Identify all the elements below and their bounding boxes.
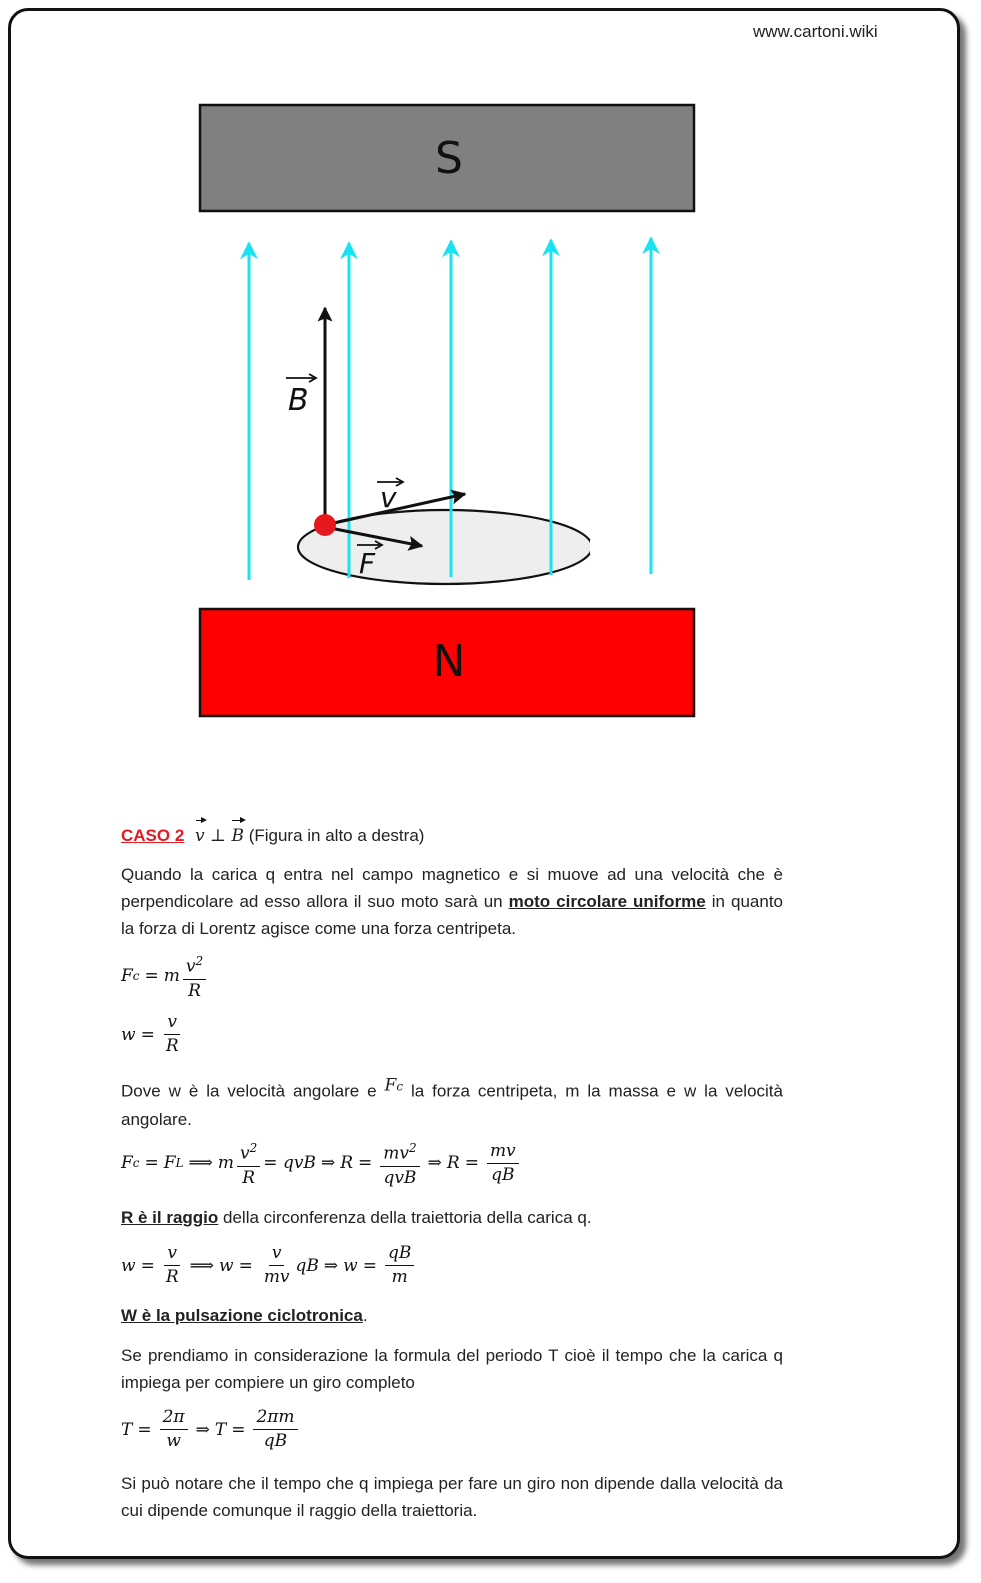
eq1-lhs-sub: c — [132, 969, 140, 984]
charge-dot — [314, 514, 336, 536]
p2-after: la forza centripeta, m la massa e w la velocità angolare. — [121, 1081, 783, 1129]
p4-after: . — [362, 1306, 368, 1325]
p2-fc — [384, 1075, 404, 1102]
eq5-t1: T — [121, 1419, 133, 1440]
paragraph-intro-text: Quando la carica q entra nel campo magnetico e si muove ad una velocità che è perpendicolare ad esso allora il suo moto sarà un — [121, 865, 783, 911]
p2-f-sub: c — [396, 1079, 404, 1093]
equation-period — [121, 1408, 301, 1451]
caso-vectors — [195, 826, 244, 846]
pulsazione-bold: W è la pulsazione ciclotronica — [121, 1306, 363, 1325]
eq3-qvb: = qvB — [263, 1153, 316, 1174]
paragraph-definitions — [121, 1072, 783, 1133]
r-raggio-bold: R è il raggio — [121, 1208, 219, 1227]
caso-perp: ⊥ — [210, 826, 227, 846]
paragraph-intro-end: in quanto la forza di Lorentz agisce come una forza centripeta. — [121, 892, 783, 938]
eq4-w1: w — [121, 1255, 136, 1276]
caso-b: B — [231, 823, 244, 850]
equation-radius — [121, 1139, 522, 1188]
p2-f: F — [384, 1075, 397, 1095]
v-vector-label: v — [380, 481, 397, 514]
eq1-lhs: F — [121, 966, 133, 987]
eq5-arrow: ⇒ — [195, 1419, 210, 1440]
eq3-eq3: = — [464, 1153, 479, 1174]
north-pole-label: N — [432, 636, 466, 687]
eq3-fc-sub: c — [132, 1156, 140, 1171]
eq1-equals: = — [144, 966, 159, 987]
eq3-f3-num: mv — [487, 1142, 519, 1164]
eq4-fraction-3 — [385, 1244, 414, 1287]
eq3-r2: R — [446, 1153, 460, 1174]
eq4-w3: w — [343, 1255, 358, 1276]
eq3-f1-sup: 2 — [249, 1141, 258, 1155]
caso-label: CASO 2 — [121, 826, 185, 845]
eq1-num-sup: 2 — [195, 954, 204, 968]
caso-heading — [121, 822, 783, 850]
eq5-f2-num: 2πm — [253, 1408, 297, 1430]
eq4-fraction-2 — [261, 1244, 293, 1287]
caso-v: v — [195, 823, 205, 850]
eq5-f1-den: w — [166, 1431, 181, 1451]
eq3-fc: F — [121, 1153, 133, 1174]
eq3-eq1: = — [144, 1153, 159, 1174]
eq3-r1: R — [340, 1153, 353, 1174]
paragraph-conclusion: Si può notare che il tempo che q impiega per fare un giro non dipende dalla velocità da cui dipende comunque il raggio della traiettoria. — [121, 1474, 783, 1520]
eq2-equals: = — [140, 1024, 155, 1045]
eq2-lhs: w — [121, 1024, 136, 1045]
site-url[interactable]: www.cartoni.wiki — [753, 22, 878, 41]
eq5-eq2: = — [231, 1419, 246, 1440]
eq3-f2-sup: 2 — [408, 1141, 417, 1155]
paragraph-period: Se prendiamo in considerazione la formula del periodo T cioè il tempo che la carica q impiega per compiere un giro completo — [121, 1346, 783, 1392]
equation-angular-velocity — [121, 1013, 185, 1056]
eq3-fraction-1 — [237, 1139, 260, 1188]
eq4-f3-den: m — [391, 1267, 408, 1287]
eq3-fraction-2 — [380, 1139, 419, 1188]
south-pole-label: S — [435, 133, 463, 184]
eq5-fraction-2 — [253, 1408, 297, 1451]
eq1-fraction — [183, 952, 206, 1001]
equation-cyclotron — [121, 1244, 417, 1287]
f-vector-label: F — [359, 547, 376, 580]
eq5-f1-num: 2π — [160, 1408, 188, 1430]
eq4-eq1: = — [140, 1255, 155, 1276]
eq4-implies: ⟹ — [189, 1255, 214, 1276]
eq4-eq3: = — [362, 1255, 377, 1276]
eq4-fraction-1 — [163, 1244, 182, 1287]
eq3-f2-num: mv — [383, 1143, 409, 1164]
paragraph-intro — [121, 861, 783, 942]
eq3-f2-den: qvB — [383, 1167, 417, 1188]
eq4-f3-num: qB — [385, 1244, 414, 1266]
eq2-fraction — [163, 1013, 182, 1056]
eq3-f1-num: v — [240, 1143, 250, 1164]
eq4-arrow: ⇒ — [323, 1255, 339, 1276]
eq5-f2-den: qB — [263, 1431, 288, 1451]
p3-after: della circonferenza della traiettoria della carica q. — [218, 1208, 592, 1227]
eq3-m: m — [217, 1153, 235, 1174]
eq3-eq2: = — [358, 1153, 373, 1174]
eq4-f2-num: v — [269, 1244, 285, 1266]
paragraph-radius — [121, 1204, 783, 1231]
eq3-fraction-3 — [487, 1142, 519, 1185]
trajectory-gap — [590, 540, 598, 554]
eq4-qb: qB — [295, 1255, 319, 1276]
eq4-f2-den: mv — [263, 1267, 290, 1287]
eq2-num: v — [164, 1013, 180, 1035]
eq2-den: R — [165, 1036, 179, 1056]
eq3-f3-den: qB — [491, 1164, 515, 1185]
p2-before: Dove w è la velocità angolare e — [121, 1081, 385, 1101]
eq3-implies: ⟹ — [188, 1153, 213, 1174]
eq3-arrow-2: ⇒ — [427, 1153, 442, 1174]
field-lines — [249, 238, 651, 580]
eq4-f1-den: R — [165, 1267, 179, 1287]
caso-note: (Figura in alto a destra) — [248, 826, 425, 845]
moto-circolare-uniforme: moto circolare uniforme — [508, 892, 706, 911]
eq4-f1-num: v — [164, 1244, 180, 1266]
eq3-f1-den: R — [242, 1167, 256, 1188]
eq4-eq2: = — [238, 1255, 253, 1276]
eq5-fraction-1 — [160, 1408, 188, 1451]
eq1-den: R — [188, 980, 201, 1001]
eq3-arrow-1: ⇒ — [320, 1153, 336, 1174]
eq5-eq1: = — [137, 1419, 152, 1440]
magnetic-field-figure — [0, 0, 981, 780]
eq1-num: v — [185, 956, 196, 977]
eq1-m: m — [163, 966, 180, 987]
eq5-t2: T — [214, 1419, 227, 1440]
b-vector-label: B — [288, 383, 309, 418]
eq4-w2: w — [219, 1255, 234, 1276]
eq3-fl-sub: L — [175, 1156, 184, 1171]
equation-centripetal-force — [121, 952, 209, 1001]
eq3-fl: F — [163, 1153, 176, 1174]
paragraph-pulsazione — [121, 1302, 783, 1329]
